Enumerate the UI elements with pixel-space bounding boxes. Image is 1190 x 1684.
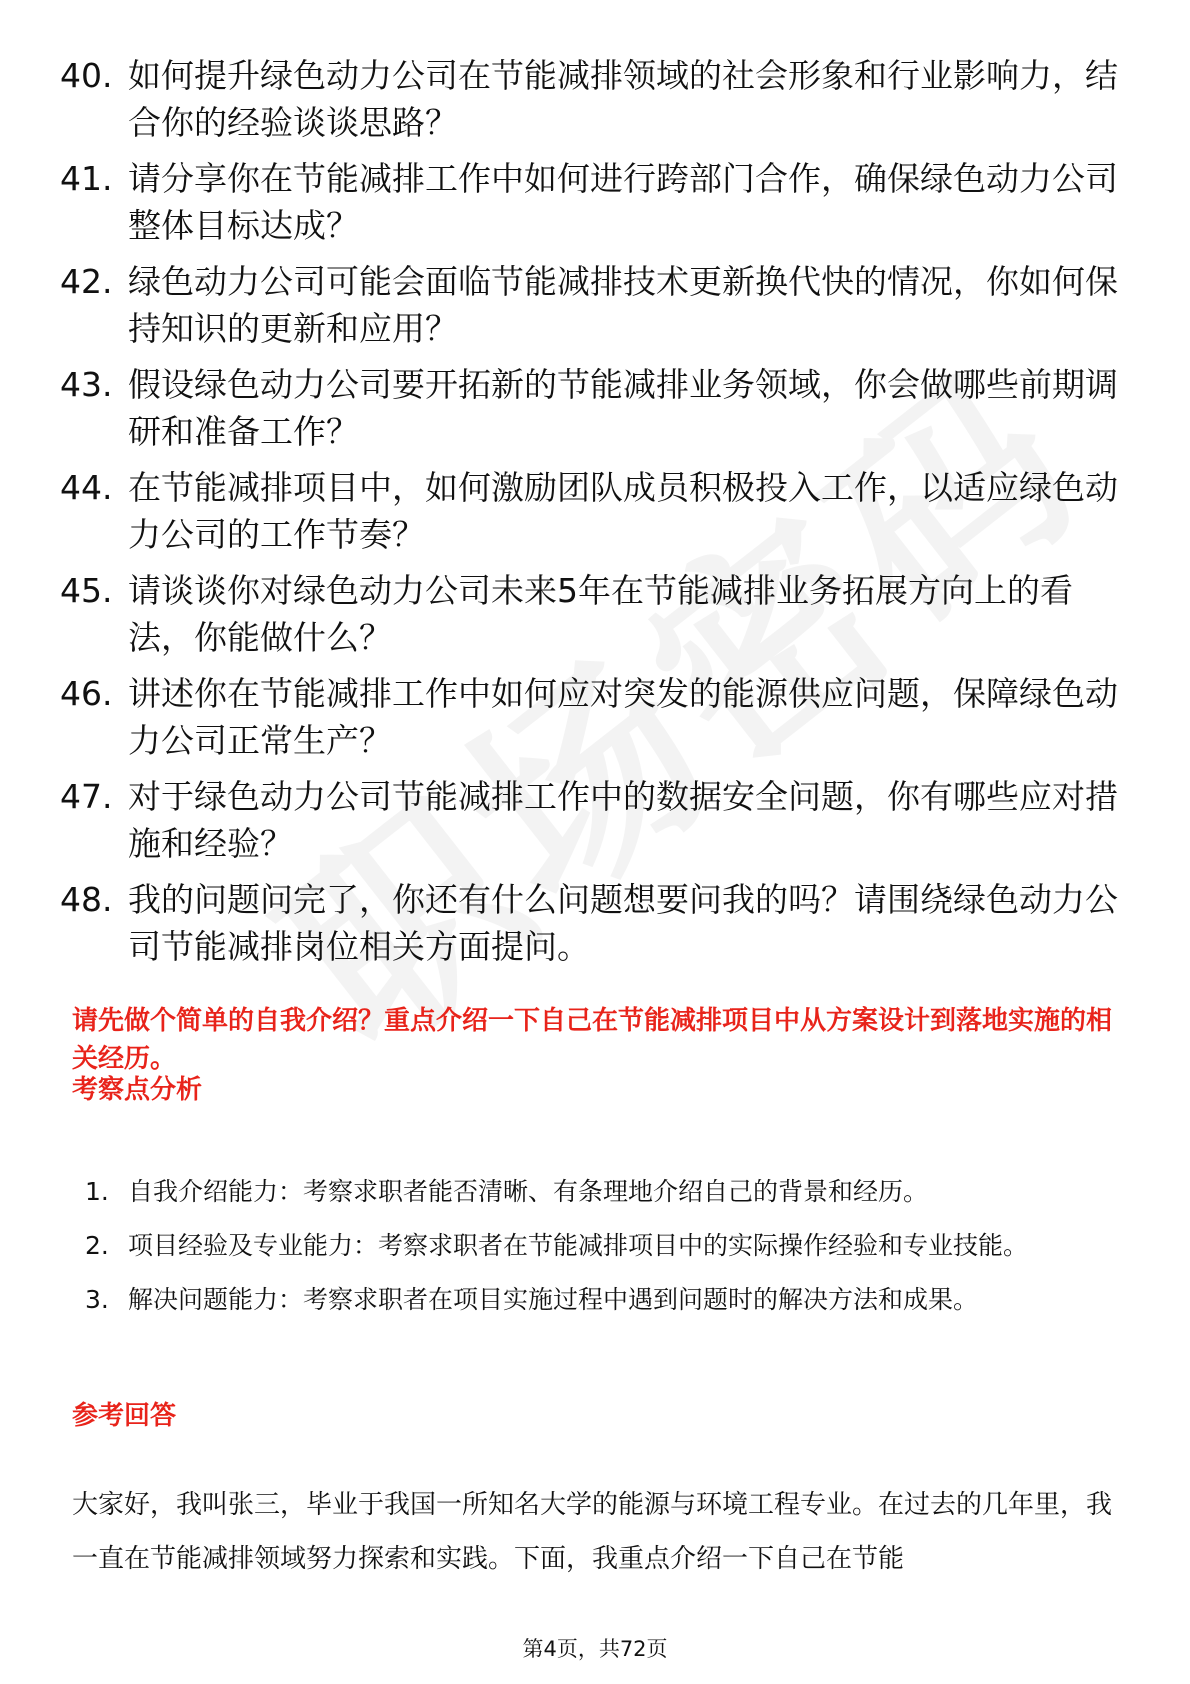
question-number: 47. xyxy=(60,777,113,816)
analysis-number: 3. xyxy=(85,1285,109,1314)
question-item xyxy=(60,773,1130,867)
question-item xyxy=(60,361,1130,455)
analysis-item xyxy=(85,1165,1135,1219)
question-text: 请谈谈你对绿色动力公司未来5年在节能减排业务拓展方向上的看法，你能做什么？ xyxy=(128,571,1073,657)
analysis-text: 项目经验及专业能力：考察求职者在节能减排项目中的实际操作经验和专业技能。 xyxy=(128,1231,1029,1260)
question-text: 我的问题问完了，你还有什么问题想要问我的吗？请围绕绿色动力公司节能减排岗位相关方面提问。 xyxy=(128,880,1118,966)
question-text: 对于绿色动力公司节能减排工作中的数据安全问题，你有哪些应对措施和经验？ xyxy=(128,777,1118,863)
highlight-question: 请先做个简单的自我介绍？重点介绍一下自己在节能减排项目中从方案设计到落地实施的相关经历。 xyxy=(72,1006,1113,1074)
analysis-text: 解决问题能力：考察求职者在项目实施过程中遇到问题时的解决方法和成果。 xyxy=(128,1285,979,1314)
question-text: 讲述你在节能减排工作中如何应对突发的能源供应问题，保障绿色动力公司正常生产？ xyxy=(128,674,1118,760)
question-text: 如何提升绿色动力公司在节能减排领域的社会形象和行业影响力，结合你的经验谈谈思路？ xyxy=(128,56,1118,142)
analysis-heading: 考察点分析 xyxy=(72,1075,203,1105)
question-number: 44. xyxy=(60,468,113,507)
question-number: 41. xyxy=(60,159,113,198)
question-item xyxy=(60,876,1130,970)
question-text: 在节能减排项目中，如何激励团队成员积极投入工作，以适应绿色动力公司的工作节奏？ xyxy=(128,468,1118,554)
reference-answer-text: 大家好，我叫张三，毕业于我国一所知名大学的能源与环境工程专业。在过去的几年里，我一直在节能减排领域努力探索和实践。下面，我重点介绍一下自己在节能 xyxy=(72,1490,1113,1574)
question-number: 45. xyxy=(60,571,113,610)
page-footer: 第4页，共72页 xyxy=(522,1637,668,1661)
question-item xyxy=(60,464,1130,558)
question-item xyxy=(60,155,1130,249)
analysis-item xyxy=(85,1273,1135,1327)
analysis-text: 自我介绍能力：考察求职者能否清晰、有条理地介绍自己的背景和经历。 xyxy=(128,1177,929,1206)
question-text: 绿色动力公司可能会面临节能减排技术更新换代快的情况，你如何保持知识的更新和应用？ xyxy=(128,262,1118,348)
question-number: 48. xyxy=(60,880,113,919)
question-number: 40. xyxy=(60,56,113,95)
question-number: 46. xyxy=(60,674,113,713)
question-item xyxy=(60,670,1130,764)
question-item xyxy=(60,52,1130,146)
question-text: 假设绿色动力公司要开拓新的节能减排业务领域，你会做哪些前期调研和准备工作？ xyxy=(128,365,1118,451)
analysis-item xyxy=(85,1219,1135,1273)
question-number: 43. xyxy=(60,365,113,404)
question-item xyxy=(60,258,1130,352)
question-number: 42. xyxy=(60,262,113,301)
analysis-list xyxy=(85,1165,1135,1327)
reference-heading: 参考回答 xyxy=(72,1401,177,1431)
analysis-number: 2. xyxy=(85,1231,109,1260)
analysis-number: 1. xyxy=(85,1177,109,1206)
question-list xyxy=(60,52,1130,979)
question-item xyxy=(60,567,1130,661)
question-text: 请分享你在节能减排工作中如何进行跨部门合作，确保绿色动力公司整体目标达成？ xyxy=(128,159,1118,245)
